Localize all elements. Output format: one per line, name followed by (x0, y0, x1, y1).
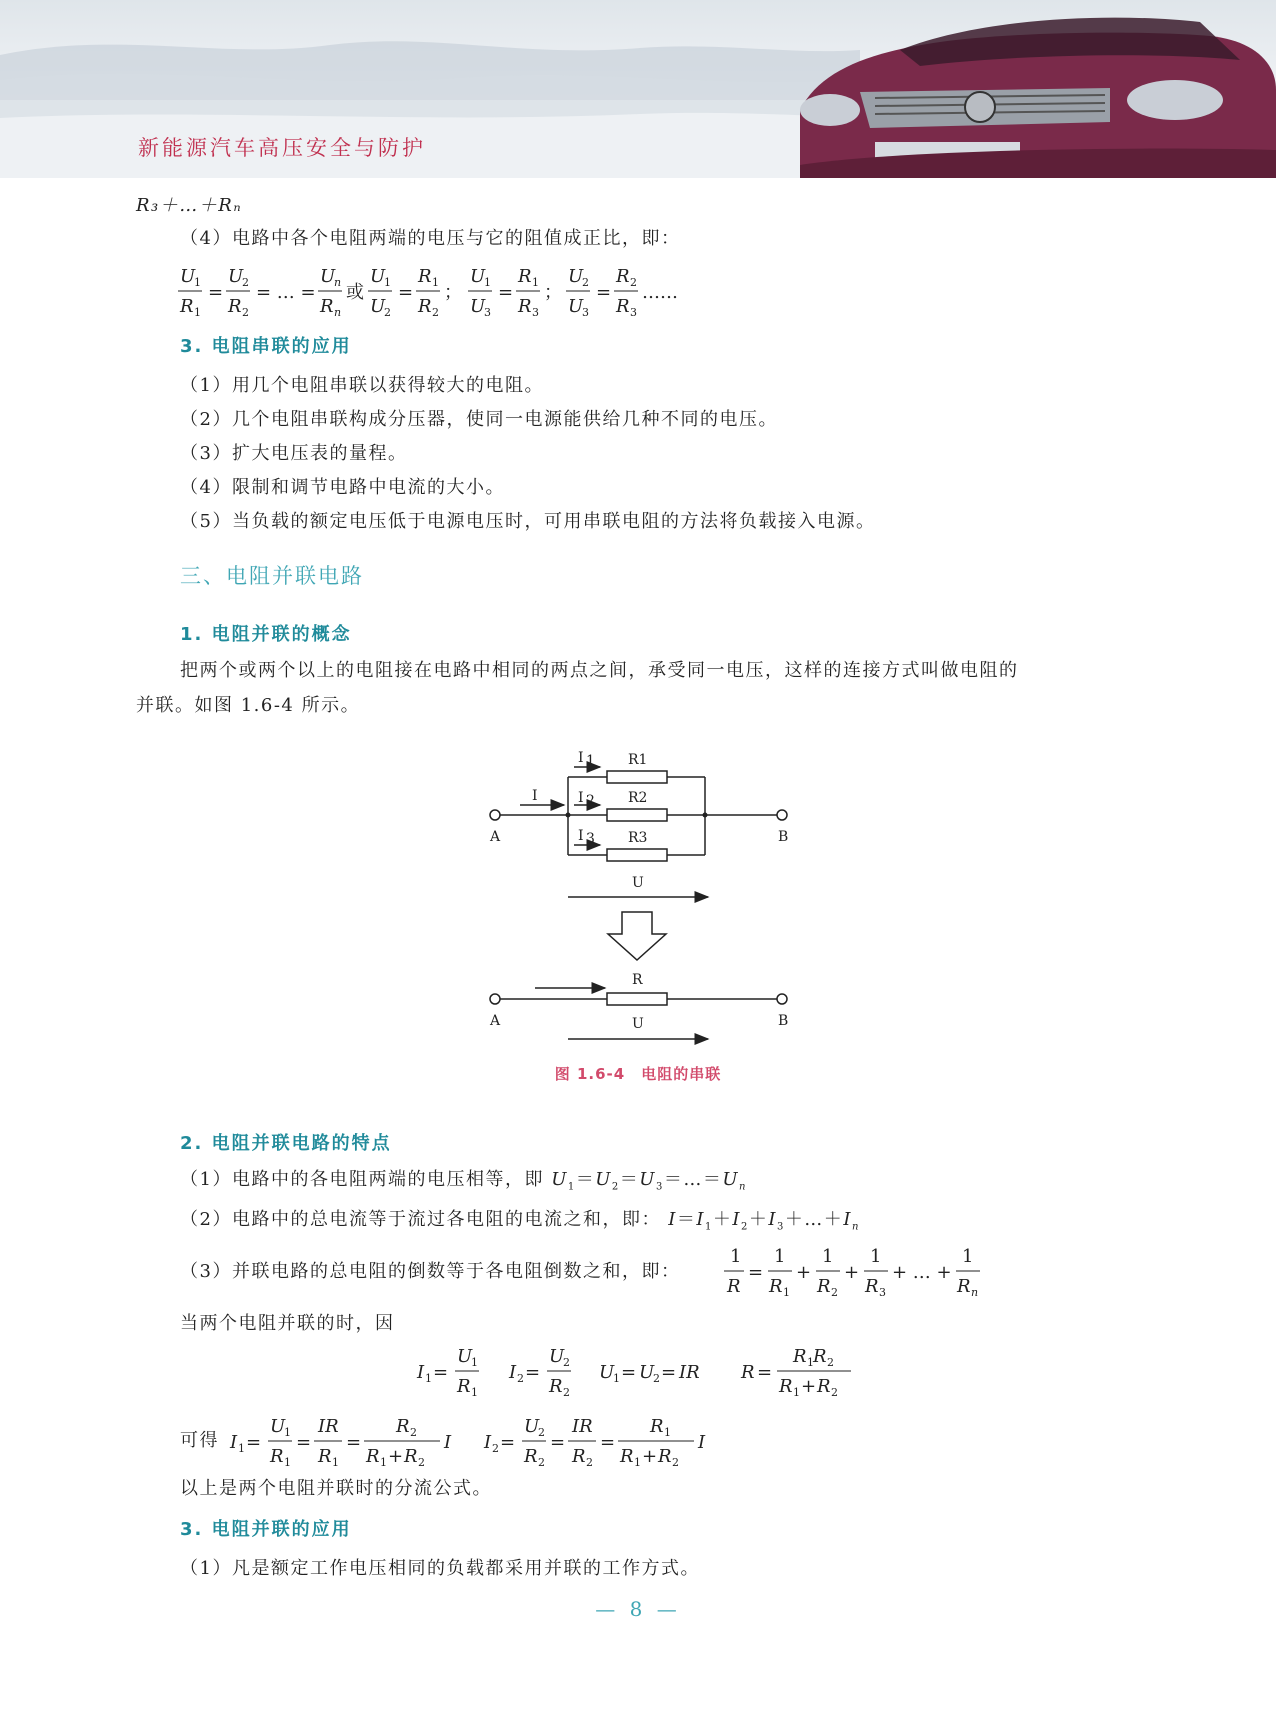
label-r: R (632, 972, 643, 988)
svg-text:1: 1 (532, 276, 539, 289)
svg-text:R: R (418, 296, 432, 317)
series-app-5: （5）当负载的额定电压低于电源电压时，可用串联电阻的方法将负载接入电源。 (180, 511, 876, 532)
two-resistors-line: 当两个电阻并联的时，因 (180, 1313, 395, 1334)
page-number: — 8 — (595, 1597, 681, 1621)
svg-text:1: 1 (793, 1386, 800, 1399)
svg-text:=: = (296, 1432, 312, 1453)
svg-text:R: R (518, 296, 532, 317)
svg-text:n: n (971, 1286, 979, 1299)
svg-text:U: U (568, 296, 584, 317)
obtain-label: 可得 (180, 1430, 219, 1451)
circuit-diagram (470, 730, 810, 1060)
svg-text:2: 2 (538, 1426, 545, 1439)
svg-text:U: U (270, 1416, 286, 1437)
feature-2: （2）电路中的总电流等于流过各电阻的电流之和，即： $I=I_1+I_2+I_3+\dots+I_n$ (180, 1209, 860, 1233)
reciprocal-formula (724, 1240, 1004, 1302)
svg-text:3: 3 (879, 1286, 886, 1299)
svg-text:2: 2 (563, 1356, 570, 1369)
concept-line-1: 把两个或两个以上的电阻接在电路中相同的两点之间，承受同一电压，这样的连接方式叫做电阻的 (180, 660, 1019, 681)
svg-text:1: 1 (774, 1246, 786, 1267)
svg-text:1: 1 (238, 1442, 245, 1455)
svg-text:R: R (957, 1276, 971, 1297)
svg-text:R: R (779, 1376, 793, 1397)
svg-text:R: R (549, 1376, 563, 1397)
svg-text:1: 1 (332, 1456, 339, 1469)
svg-text:R: R (616, 296, 630, 317)
svg-text:U: U (320, 266, 336, 287)
svg-text:1: 1 (432, 276, 439, 289)
svg-text:R: R (404, 1446, 418, 1467)
series-app-heading: 3. 电阻串联的应用 (180, 336, 352, 357)
svg-text:2: 2 (410, 1426, 417, 1439)
svg-text:R: R (727, 1276, 741, 1297)
svg-text:2: 2 (432, 306, 439, 319)
svg-text:1: 1 (380, 1456, 387, 1469)
features-heading: 2. 电阻并联电路的特点 (180, 1133, 392, 1154)
svg-text:R: R (180, 296, 194, 317)
svg-text:IR: IR (679, 1362, 700, 1383)
svg-text:I: I (444, 1432, 452, 1453)
label-i3-sub: 3 (586, 831, 595, 847)
svg-text:R: R (865, 1276, 879, 1297)
label-i1: I (578, 750, 584, 766)
svg-text:I: I (509, 1362, 517, 1383)
svg-text:1: 1 (962, 1246, 974, 1267)
label-u-bottom: U (632, 1016, 644, 1032)
svg-text:=: = (596, 282, 612, 303)
svg-text:+: + (801, 1376, 817, 1397)
svg-text:3: 3 (532, 306, 539, 319)
svg-text:I: I (230, 1432, 238, 1453)
svg-text:2: 2 (418, 1456, 425, 1469)
svg-text:=: = (498, 282, 514, 303)
label-r3: R3 (628, 830, 648, 846)
svg-text:2: 2 (517, 1372, 524, 1385)
feature-3: （3）并联电路的总电阻的倒数等于各电阻倒数之和，即： (180, 1261, 681, 1282)
svg-text:R: R (366, 1446, 380, 1467)
svg-text:+: + (844, 1262, 860, 1283)
svg-text:U: U (599, 1362, 615, 1383)
svg-text:1: 1 (634, 1456, 641, 1469)
svg-text:+: + (642, 1446, 658, 1467)
label-b-top: B (778, 829, 789, 845)
svg-text:；: ； (544, 282, 562, 303)
svg-text:3: 3 (484, 306, 491, 319)
svg-text:1: 1 (194, 306, 201, 319)
svg-text:R: R (396, 1416, 410, 1437)
svg-text:1: 1 (613, 1372, 620, 1385)
svg-text:=: = (550, 1432, 566, 1453)
section-title: 三、电阻并联电路 (180, 564, 364, 588)
svg-text:R: R (813, 1346, 827, 1367)
parallel-app-1: （1）凡是额定工作电压相同的负载都采用并联的工作方式。 (180, 1558, 700, 1579)
svg-text:I: I (484, 1432, 492, 1453)
svg-text:R: R (228, 296, 242, 317)
svg-text:R: R (616, 266, 630, 287)
svg-text:R: R (457, 1376, 471, 1397)
voltage-ratio-formula (178, 260, 698, 322)
label-a-bottom: A (490, 1013, 501, 1029)
svg-text:+ … +: + … + (892, 1262, 952, 1283)
svg-text:U: U (370, 296, 386, 317)
label-r1: R1 (628, 752, 648, 768)
page-header (0, 0, 1276, 178)
svg-text:U: U (524, 1416, 540, 1437)
label-u-top: U (632, 875, 644, 891)
svg-text:2: 2 (492, 1442, 499, 1455)
svg-text:=: = (600, 1432, 616, 1453)
current-formula (415, 1340, 865, 1402)
feature-1: （1）电路中的各电阻两端的电压相等，即 $U_1=U_2=U_3=\dots=U_n$ (180, 1169, 747, 1193)
svg-text:R: R (318, 1446, 332, 1467)
svg-text:U: U (470, 266, 486, 287)
svg-text:R: R (320, 296, 334, 317)
svg-text:2: 2 (653, 1372, 660, 1385)
svg-text:R: R (650, 1416, 664, 1437)
svg-text:1: 1 (730, 1246, 742, 1267)
concept-heading: 1. 电阻并联的概念 (180, 624, 352, 645)
svg-text:……: …… (642, 282, 678, 303)
svg-text:或: 或 (346, 282, 364, 303)
svg-text:=: = (246, 1432, 262, 1453)
svg-text:R: R (817, 1276, 831, 1297)
svg-text:2: 2 (831, 1286, 838, 1299)
svg-text:=: = (621, 1362, 637, 1383)
svg-text:1: 1 (194, 276, 201, 289)
svg-text:2: 2 (831, 1386, 838, 1399)
svg-text:R: R (524, 1446, 538, 1467)
svg-text:U: U (470, 296, 486, 317)
svg-text:1: 1 (471, 1356, 478, 1369)
svg-text:IR: IR (572, 1416, 593, 1437)
svg-text:R: R (658, 1446, 672, 1467)
svg-text:I: I (417, 1362, 425, 1383)
svg-text:=: = (398, 282, 414, 303)
svg-text:R: R (817, 1376, 831, 1397)
svg-text:1: 1 (484, 276, 491, 289)
svg-text:R: R (270, 1446, 284, 1467)
label-i3: I (578, 828, 584, 844)
svg-text:=: = (500, 1432, 516, 1453)
svg-text:=: = (346, 1432, 362, 1453)
divider-note: 以上是两个电阻并联时的分流公式。 (180, 1478, 492, 1499)
svg-text:1: 1 (783, 1286, 790, 1299)
svg-text:2: 2 (242, 276, 249, 289)
svg-text:+: + (388, 1446, 404, 1467)
svg-text:1: 1 (384, 276, 391, 289)
svg-text:U: U (180, 266, 196, 287)
series-app-1: （1）用几个电阻串联以获得较大的电阻。 (180, 375, 544, 396)
svg-text:2: 2 (586, 1456, 593, 1469)
svg-text:=: = (757, 1362, 773, 1383)
svg-text:=: = (525, 1362, 541, 1383)
concept-line-2: 并联。如图 1.6-4 所示。 (136, 695, 361, 716)
series-app-3: （3）扩大电压表的量程。 (180, 443, 408, 464)
svg-text:R: R (620, 1446, 634, 1467)
svg-text:3: 3 (582, 306, 589, 319)
svg-text:= … =: = … = (256, 282, 316, 303)
junction-right (703, 813, 708, 818)
divider-formula (228, 1410, 728, 1472)
svg-text:3: 3 (630, 306, 637, 319)
parallel-app-heading: 3. 电阻并联的应用 (180, 1519, 352, 1540)
label-r2: R2 (628, 790, 648, 806)
label-i: I (532, 788, 538, 804)
svg-text:2: 2 (563, 1386, 570, 1399)
svg-text:R: R (741, 1362, 755, 1383)
svg-text:n: n (334, 276, 342, 289)
formula-fragment: R₃＋…＋Rₙ (136, 195, 243, 216)
svg-text:U: U (228, 266, 244, 287)
svg-text:R: R (572, 1446, 586, 1467)
svg-text:U: U (549, 1346, 565, 1367)
svg-text:U: U (568, 266, 584, 287)
svg-text:U: U (457, 1346, 473, 1367)
svg-text:2: 2 (630, 276, 637, 289)
label-a-top: A (490, 829, 501, 845)
label-i2: I (578, 790, 584, 806)
svg-text:2: 2 (672, 1456, 679, 1469)
series-app-2: （2）几个电阻串联构成分压器，使同一电源能供给几种不同的电压。 (180, 409, 778, 430)
car-image (780, 0, 1276, 178)
label-i1-sub: 1 (586, 753, 595, 769)
svg-text:1: 1 (284, 1426, 291, 1439)
svg-text:U: U (370, 266, 386, 287)
svg-text:=: = (748, 1262, 764, 1283)
svg-text:IR: IR (318, 1416, 339, 1437)
label-b-bottom: B (778, 1013, 789, 1029)
svg-text:R: R (418, 266, 432, 287)
svg-text:n: n (334, 306, 342, 319)
svg-text:R: R (518, 266, 532, 287)
svg-text:=: = (661, 1362, 677, 1383)
svg-text:+: + (796, 1262, 812, 1283)
svg-text:R: R (793, 1346, 807, 1367)
svg-text:2: 2 (582, 276, 589, 289)
svg-text:1: 1 (822, 1246, 834, 1267)
svg-text:I: I (698, 1432, 706, 1453)
svg-text:2: 2 (827, 1356, 834, 1369)
svg-text:2: 2 (538, 1456, 545, 1469)
svg-text:2: 2 (242, 306, 249, 319)
svg-text:=: = (433, 1362, 449, 1383)
svg-text:1: 1 (807, 1356, 814, 1369)
svg-text:1: 1 (471, 1386, 478, 1399)
figure-caption: 图 1.6-4 电阻的串联 (554, 1065, 722, 1083)
series-app-4: （4）限制和调节电路中电流的大小。 (180, 477, 505, 498)
svg-text:2: 2 (384, 306, 391, 319)
svg-text:1: 1 (664, 1426, 671, 1439)
svg-text:1: 1 (870, 1246, 882, 1267)
svg-text:1: 1 (284, 1456, 291, 1469)
series-item-4: （4）电路中各个电阻两端的电压与它的阻值成正比，即： (180, 228, 681, 249)
svg-text:U: U (639, 1362, 655, 1383)
header-title: 新能源汽车高压安全与防护 (138, 136, 426, 160)
svg-text:=: = (208, 282, 224, 303)
junction-left (566, 813, 571, 818)
svg-text:；: ； (444, 282, 462, 303)
svg-text:R: R (769, 1276, 783, 1297)
svg-text:1: 1 (425, 1372, 432, 1385)
label-i2-sub: 2 (586, 793, 595, 809)
